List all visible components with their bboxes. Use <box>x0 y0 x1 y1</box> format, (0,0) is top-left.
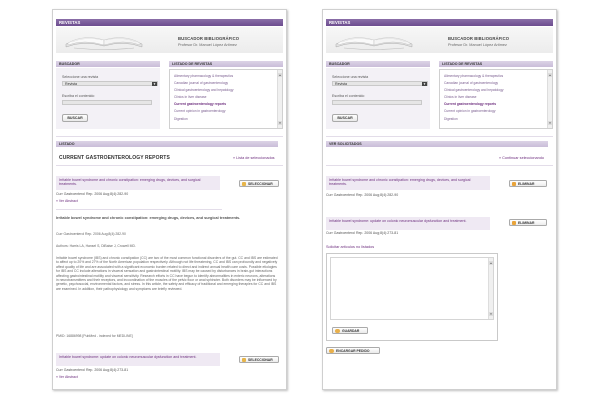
open-book-logo-icon <box>64 30 144 51</box>
journal-select-value: Revista <box>335 82 347 87</box>
requested-citation: Curr Gastroenterol Rep. 2006 Aug;8(4):273-81 <box>326 231 399 235</box>
view-abstract-link[interactable]: » Ver Abstract <box>56 375 78 379</box>
unlisted-articles-textarea[interactable] <box>330 257 494 320</box>
brand-subtitle: Profesor Dr. Manuel López Artimez <box>448 43 507 47</box>
remove-button-label: ELIMINAR <box>518 182 535 186</box>
scroll-up-icon[interactable]: ▲ <box>548 73 552 77</box>
scroll-down-icon[interactable]: ▼ <box>548 121 552 125</box>
search-button[interactable]: BUSCAR <box>332 114 358 122</box>
requested-bar-title: VER SOLICITADOS <box>326 141 548 147</box>
brand-title: BUSCADOR BIBLIOGRÁFICO <box>178 36 240 41</box>
journal-list-title: LISTADO DE REVISTAS <box>439 61 553 67</box>
unlisted-articles-box <box>326 253 498 341</box>
journal-list <box>439 69 553 129</box>
select-button-label: SELECCIONAR <box>248 182 273 186</box>
remove-button-label: ELIMINAR <box>518 221 535 225</box>
open-book-logo-icon <box>334 30 414 51</box>
scroll-up-icon[interactable]: ▲ <box>489 261 493 265</box>
journal-select[interactable] <box>62 81 158 86</box>
unlisted-articles-label: Solicitar artículos no listados <box>326 245 375 249</box>
divider <box>56 165 283 166</box>
view-abstract-link[interactable]: » Ver Abstract <box>56 199 78 203</box>
journal-list-item[interactable]: Canadian journal of gastroenterology <box>444 81 499 85</box>
keyword-input[interactable] <box>332 100 422 105</box>
brand <box>448 36 509 47</box>
scroll-down-icon[interactable]: ▼ <box>278 121 282 125</box>
search-bar-title: BUSCADOR <box>56 61 160 67</box>
journal-list-title: LISTADO DE REVISTAS <box>169 61 283 67</box>
journal-title: CURRENT GASTROENTEROLOGY REPORTS <box>59 155 170 161</box>
order-icon <box>329 349 334 353</box>
select-button-label: SELECCIONAR <box>248 358 273 362</box>
continue-selecting-link[interactable]: » Continuar seleccionando <box>499 156 544 160</box>
keyword-label: Escriba el contenido <box>62 94 95 98</box>
result-item[interactable] <box>56 353 220 366</box>
check-icon <box>242 182 246 186</box>
journal-list-item[interactable]: Digestion <box>444 117 458 121</box>
journal-list-item[interactable]: Current opinion in gastroenterology <box>444 109 496 113</box>
save-button-label: GUARDAR <box>342 329 360 333</box>
journal-list-scrollbar[interactable] <box>547 70 552 128</box>
page-header <box>326 27 553 53</box>
remove-icon <box>512 221 516 225</box>
divider <box>326 165 553 166</box>
search-button[interactable]: BUSCAR <box>62 114 88 122</box>
place-order-button[interactable] <box>326 347 380 354</box>
journal-list-scrollbar[interactable] <box>277 70 282 128</box>
journal-list-item-selected[interactable]: Current gastroenterology reports <box>444 102 497 106</box>
divider <box>326 136 553 137</box>
section-bar: REVISTAS <box>56 19 283 26</box>
journal-select-label: Seleccione una revista <box>332 75 369 79</box>
keyword-input[interactable] <box>62 100 152 105</box>
abstract-title: Irritable bowel syndrome and chronic constipation: emerging drugs, devices, and surgical treatments. <box>56 216 241 220</box>
check-icon <box>242 358 246 362</box>
journal-list-item[interactable]: Alimentary pharmacology & therapeutics <box>444 74 504 78</box>
journal-select[interactable] <box>332 81 428 86</box>
page-header <box>56 27 283 53</box>
requested-citation: Curr Gastroenterol Rep. 2006 Aug;8(4):282-90 <box>326 193 399 197</box>
journal-list-item[interactable]: Clinics in liver disease <box>174 95 207 99</box>
save-button[interactable] <box>332 327 368 334</box>
search-bar-title: BUSCADOR <box>326 61 430 67</box>
journal-select-value: Revista <box>65 82 77 87</box>
scroll-down-icon[interactable]: ▼ <box>489 312 493 316</box>
textarea-scrollbar[interactable] <box>488 258 493 319</box>
listing-bar-title: LISTADO <box>56 141 278 147</box>
brand-subtitle: Profesor Dr. Manuel López Artimez <box>178 43 237 47</box>
result-citation: Curr Gastroenterol Rep. 2006 Aug;8(4):282-90 <box>56 192 129 196</box>
journal-select-label: Seleccione una revista <box>62 75 99 79</box>
abstract-pmid: PMID: 16886998 [PubMed - indexed for MEDLINE] <box>56 334 133 338</box>
scroll-up-icon[interactable]: ▲ <box>278 73 282 77</box>
dropdown-arrow-icon[interactable]: ▼ <box>423 82 426 86</box>
remove-button[interactable] <box>509 180 547 187</box>
divider <box>56 209 222 210</box>
requested-item <box>326 176 490 190</box>
requested-items-panel <box>322 9 557 390</box>
journal-list-item[interactable]: Current opinion in gastroenterology <box>174 109 226 113</box>
journal-list-item[interactable]: Clinical gastroenterology and hepatology <box>444 88 504 92</box>
keyword-label: Escriba el contenido <box>332 94 365 98</box>
requested-title: Irritable bowel syndrome and chronic constipation: emerging drugs, devices, and surgical treatments. <box>329 178 471 187</box>
result-title: Irritable bowel syndrome and chronic constipation: emerging drugs, devices, and surgical treatments. <box>59 178 201 187</box>
remove-button[interactable] <box>509 219 547 226</box>
journal-list-item[interactable]: Digestion <box>174 117 188 121</box>
result-citation: Curr Gastroenterol Rep. 2006 Aug;8(4):273-81 <box>56 368 129 372</box>
journal-list-item[interactable]: Clinics in liver disease <box>444 95 477 99</box>
journal-list-item-selected[interactable]: Current gastroenterology reports <box>174 102 227 106</box>
place-order-button-label: ENCARGAR PEDIDO <box>336 349 370 353</box>
brand <box>178 36 239 47</box>
journal-list-item[interactable]: Clinical gastroenterology and hepatology <box>174 88 234 92</box>
journal-list <box>169 69 283 129</box>
abstract-authors: Authors: Harris LA, Hansel S, DiBaise J, Crowell MD. <box>56 244 136 248</box>
select-button[interactable] <box>239 180 279 187</box>
journal-list-item[interactable]: Canadian journal of gastroenterology <box>174 81 229 85</box>
search-results-panel <box>52 9 287 390</box>
divider <box>56 136 283 137</box>
brand-title: BUSCADOR BIBLIOGRÁFICO <box>448 36 510 41</box>
requested-item <box>326 217 490 230</box>
requested-title: Irritable bowel syndrome: update on colonic neuromuscular dysfunction and treatment. <box>329 219 467 223</box>
journal-list-item[interactable]: Alimentary pharmacology & therapeutics <box>174 74 234 78</box>
select-button[interactable] <box>239 356 279 363</box>
section-bar: REVISTAS <box>326 19 553 26</box>
save-icon <box>335 329 340 333</box>
abstract-body: Irritable bowel syndrome (IBS) and chronic constipation (CC) are two of the most common functional disorders of the gut. CC and IBS are estimated to affect up to 20% and 27% of the North American population respectively. Although not life threatening, CC and IBS can profoundly and negatively affect quality of life and are associated with a significant economic burden related to direct and indirect annual health care costs. Possible etiologies for IBS and CC include alterations in visceral sensation and gastrointestinal motility. IBS may be caused by disturbances in brain-gut interactions affecting gastrointestinal motility and visceral sensitivity. Research efforts in CC have begun to identify abnormalities in enteric neurons, alterations in neurotransmitters and their receptors, and incoordination of the muscles of the pelvic floor or anal sphincter. Both disorders may be influenced by genetic, psychosocial, environmental factors, and stress. In this article, the safety and efficacy of traditional and emerging therapies for CC and IBS are examined. In addition, their pathophysiology and symptoms are briefly reviewed. <box>56 256 278 291</box>
result-title: Irritable bowel syndrome: update on colonic neuromuscular dysfunction and treatment. <box>59 355 197 359</box>
abstract-citation: Curr Gastroenterol Rep. 2006 Aug;8(4):282-90 <box>56 232 126 236</box>
result-item[interactable] <box>56 176 220 190</box>
remove-icon <box>512 182 516 186</box>
selected-list-link[interactable]: » Lista de seleccionados <box>233 156 275 160</box>
dropdown-arrow-icon[interactable]: ▼ <box>153 82 156 86</box>
